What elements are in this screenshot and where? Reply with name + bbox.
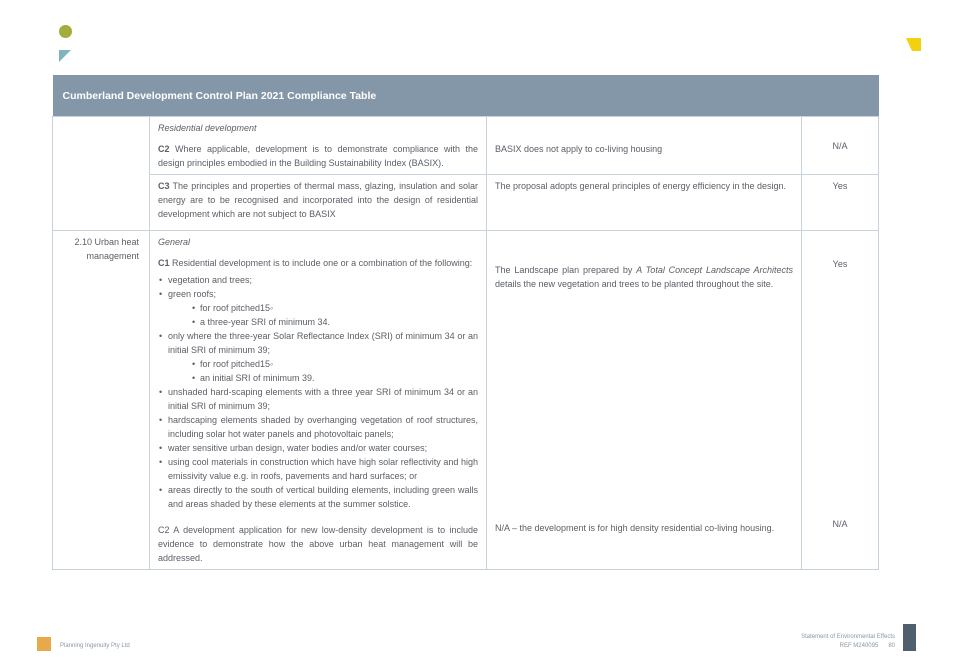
list-item: • vegetation and trees;: [158, 273, 478, 287]
status-cell: [802, 117, 879, 175]
table-row: [53, 117, 879, 175]
list-item: • hardscaping elements shaded by overhanging vegetation of roof structures, including solar hot water panels and photovoltaic panels;: [158, 413, 478, 441]
table-row: [53, 231, 879, 570]
list-item: • an initial SRI of minimum 39.: [158, 371, 478, 385]
brand-triangle-icon: [59, 50, 71, 62]
subheading: Residential development: [158, 123, 257, 133]
footer-info: [801, 633, 895, 651]
comment-text-c2: N/A – the development is for high density residential co-living housing.: [495, 523, 775, 533]
status-cell: [802, 231, 879, 570]
status-value: N/A: [832, 141, 848, 151]
list-item: • for roof pitched15◦: [158, 301, 478, 315]
footer-bar-icon: [903, 624, 916, 651]
status-value-c2: N/A: [832, 519, 848, 529]
section-cell: [53, 231, 150, 570]
footer-company: Planning Ingenuity Pty Ltd: [60, 643, 130, 649]
requirement-text: C1 Residential development is to include one or a combination of the following:: [158, 258, 473, 268]
comment-cell: [487, 117, 802, 175]
list-item: • only where the three-year Solar Reflectance Index (SRI) of minimum 34 or an initial SRI of minimum 39;: [158, 329, 478, 357]
table-title: Cumberland Development Control Plan 2021 Compliance Table: [53, 75, 879, 117]
table-row: [53, 175, 879, 231]
comment-cell: [487, 175, 802, 231]
corner-accent-icon: [906, 38, 921, 51]
comment-text: BASIX does not apply to co-living housing: [495, 144, 663, 154]
requirement-text: C2 Where applicable, development is to demonstrate compliance with the design principles embodied in the Building Sustainability Index (BASIX).: [158, 144, 478, 168]
status-value: Yes: [832, 259, 848, 269]
section-cell-empty: [53, 117, 150, 231]
section-title-cont: management: [86, 251, 139, 261]
footer-ref: REF M240095: [839, 643, 879, 649]
comment-cell: [487, 231, 802, 570]
requirement-cell: [150, 175, 487, 231]
list-item: • for roof pitched15◦: [158, 357, 478, 371]
compliance-table: [52, 75, 879, 570]
list-item: • areas directly to the south of vertical building elements, including green walls and areas shaded by these elements at the summer solstice.: [158, 483, 478, 511]
requirement-cell: [150, 231, 487, 570]
list-item: • unshaded hard-scaping elements with a three year SRI of minimum 34 or an initial SRI of minimum 39;: [158, 385, 478, 413]
comment-text: The Landscape plan prepared by A Total Concept Landscape Architects details the new vegetation and trees to be planted throughout the site.: [495, 265, 793, 289]
list-item: • water sensitive urban design, water bodies and/or water courses;: [158, 441, 478, 455]
list-item: • a three-year SRI of minimum 34.: [158, 315, 478, 329]
section-title: 2.10 Urban heat: [74, 237, 139, 247]
requirement-text: C3 The principles and properties of thermal mass, glazing, insulation and solar energy are to be recognised and incorporated into the design of residential development which are not subject to BASIX: [158, 181, 478, 219]
requirement-cell: [150, 117, 487, 175]
footer-doc-title: Statement of Environmental Effects: [801, 634, 895, 640]
footer-page-number: 80: [888, 643, 895, 649]
requirement-list: [158, 273, 478, 511]
footer-ref-line: [801, 642, 895, 651]
list-item: • green roofs;: [158, 287, 478, 301]
requirement-text-c2: C2 A development application for new low-density development is to include evidence to demonstrate how the above urban heat management will be addressed.: [158, 525, 478, 563]
status-cell: [802, 175, 879, 231]
footer-logo-icon: [37, 637, 51, 651]
status-value: Yes: [832, 181, 848, 191]
list-item: • using cool materials in construction which have high solar reflectivity and high emissivity value e.g. in roofs, pavements and hard surfaces; or: [158, 455, 478, 483]
subheading: General: [158, 237, 191, 247]
comment-text: The proposal adopts general principles of energy efficiency in the design.: [495, 181, 787, 191]
brand-dot-icon: [59, 25, 72, 38]
